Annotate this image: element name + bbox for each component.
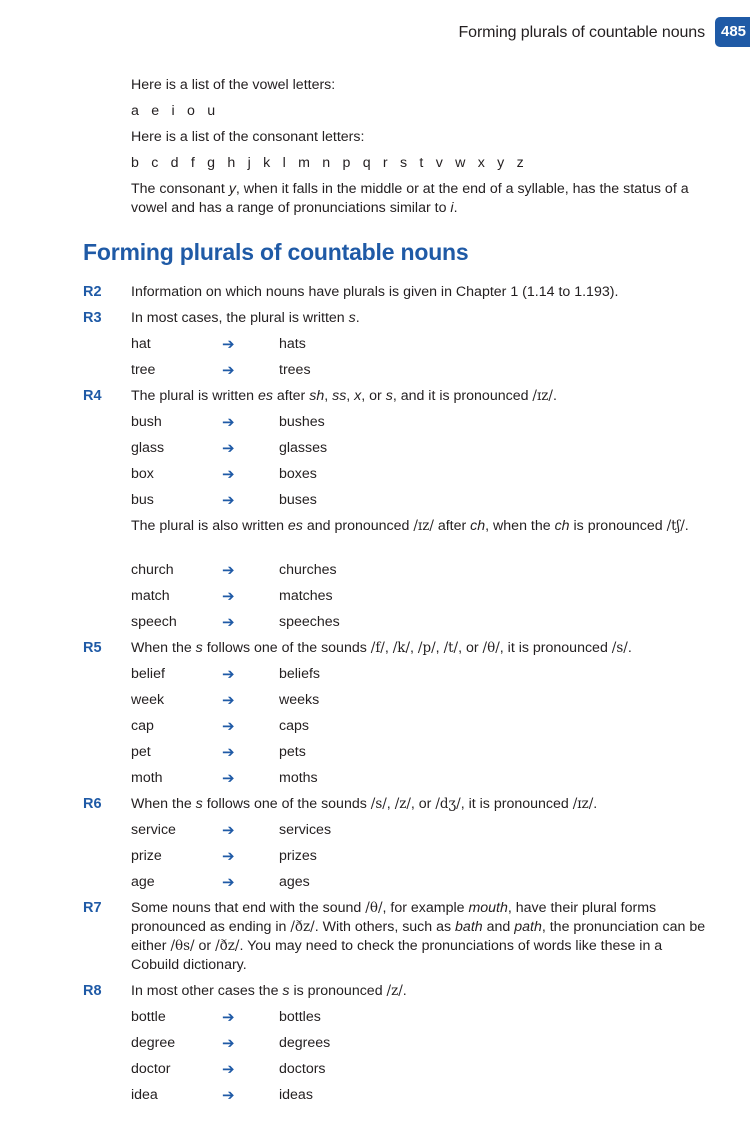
example-word: box (131, 466, 154, 482)
arrow-icon: ➔ (222, 336, 235, 353)
example-word: bush (131, 414, 162, 430)
example-plural: glasses (279, 440, 328, 456)
consonants-intro: Here is a list of the consonant letters: (131, 129, 365, 145)
example-plural: beliefs (279, 666, 321, 682)
vowels-intro: Here is a list of the vowel letters: (131, 77, 336, 93)
rule-r3-text: In most cases, the plural is written s. (131, 310, 360, 326)
arrow-icon: ➔ (222, 362, 235, 379)
example-plural: churches (279, 562, 337, 578)
arrow-icon: ➔ (222, 666, 235, 683)
section-heading: Forming plurals of countable nouns (83, 239, 469, 265)
vowel-letters: a e i o u (131, 103, 220, 119)
example-plural: boxes (279, 466, 317, 482)
arrow-icon: ➔ (222, 588, 235, 605)
arrow-icon: ➔ (222, 1087, 235, 1104)
rule-label-r8: R8 (83, 983, 102, 999)
example-plural: hats (279, 336, 306, 352)
arrow-icon: ➔ (222, 822, 235, 839)
example-plural: caps (279, 718, 309, 734)
rule-r6-text: When the s follows one of the sounds /s/, /z/, or /dʒ/, it is pronounced /ɪz/. (131, 796, 598, 812)
example-plural: weeks (279, 692, 320, 708)
arrow-icon: ➔ (222, 848, 235, 865)
arrow-icon: ➔ (222, 440, 235, 457)
arrow-icon: ➔ (222, 1061, 235, 1078)
example-word: glass (131, 440, 165, 456)
arrow-icon: ➔ (222, 614, 235, 631)
example-plural: trees (279, 362, 311, 378)
page-number-badge: 485 (715, 17, 750, 47)
rule-label-r2: R2 (83, 284, 102, 300)
example-plural: moths (279, 770, 318, 786)
example-word: age (131, 874, 155, 890)
consonant-letters: b c d f g h j k l m n p q r s t v w x y z (131, 155, 528, 171)
example-plural: ideas (279, 1087, 313, 1103)
rule-r8-text: In most other cases the s is pronounced /z/. (131, 983, 407, 999)
example-word: hat (131, 336, 151, 352)
rule-label-r6: R6 (83, 796, 102, 812)
arrow-icon: ➔ (222, 1035, 235, 1052)
arrow-icon: ➔ (222, 770, 235, 787)
example-word: bus (131, 492, 154, 508)
rule-label-r7: R7 (83, 900, 102, 916)
y-vowel-note: The consonant y, when it falls in the middle or at the end of a syllable, has the status of a vowel and has a range of pronunciations similar to i. (131, 181, 689, 216)
arrow-icon: ➔ (222, 466, 235, 483)
example-word: service (131, 822, 176, 838)
example-word: speech (131, 614, 177, 630)
example-plural: bushes (279, 414, 325, 430)
example-word: bottle (131, 1009, 166, 1025)
rule-r7-text: Some nouns that end with the sound /θ/, for example mouth, have their plural forms pronounced as ending in /ðz/. With others, such as bath and path, the pronunciation can be either /θs/ or /ðz/. You may need to check the pronunciations of words like these in a Cobuild dictionary. (131, 900, 706, 973)
arrow-icon: ➔ (222, 1009, 235, 1026)
arrow-icon: ➔ (222, 874, 235, 891)
arrow-icon: ➔ (222, 692, 235, 709)
example-word: moth (131, 770, 163, 786)
rule-label-r4: R4 (83, 388, 102, 404)
example-plural: ages (279, 874, 310, 890)
rule-label-r3: R3 (83, 310, 102, 326)
arrow-icon: ➔ (222, 492, 235, 509)
example-plural: speeches (279, 614, 340, 630)
rule-label-r5: R5 (83, 640, 102, 656)
rule-r2-text: Information on which nouns have plurals is given in Chapter 1 (1.14 to 1.193). (131, 284, 619, 300)
example-plural: degrees (279, 1035, 331, 1051)
arrow-icon: ➔ (222, 562, 235, 579)
example-word: idea (131, 1087, 158, 1103)
arrow-icon: ➔ (222, 414, 235, 431)
example-word: week (131, 692, 165, 708)
example-word: church (131, 562, 174, 578)
example-plural: matches (279, 588, 333, 604)
example-word: match (131, 588, 170, 604)
example-word: belief (131, 666, 165, 682)
arrow-icon: ➔ (222, 744, 235, 761)
rule-r5-text: When the s follows one of the sounds /f/, /k/, /p/, /t/, or /θ/, it is pronounced /s/. (131, 640, 632, 656)
example-word: pet (131, 744, 151, 760)
example-plural: prizes (279, 848, 317, 864)
example-plural: buses (279, 492, 317, 508)
running-header-title: Forming plurals of countable nouns (458, 24, 705, 41)
rule-r4-text: The plural is written es after sh, ss, x, or s, and it is pronounced /ɪz/. (131, 388, 557, 404)
example-word: tree (131, 362, 156, 378)
example-word: degree (131, 1035, 176, 1051)
rule-r4-note: The plural is also written es and pronounced /ɪz/ after ch, when the ch is pronounced /tʃ/. (131, 518, 689, 534)
example-plural: services (279, 822, 332, 838)
example-plural: pets (279, 744, 306, 760)
arrow-icon: ➔ (222, 718, 235, 735)
example-word: doctor (131, 1061, 171, 1077)
example-plural: bottles (279, 1009, 321, 1025)
example-word: prize (131, 848, 162, 864)
example-plural: doctors (279, 1061, 326, 1077)
example-word: cap (131, 718, 154, 734)
